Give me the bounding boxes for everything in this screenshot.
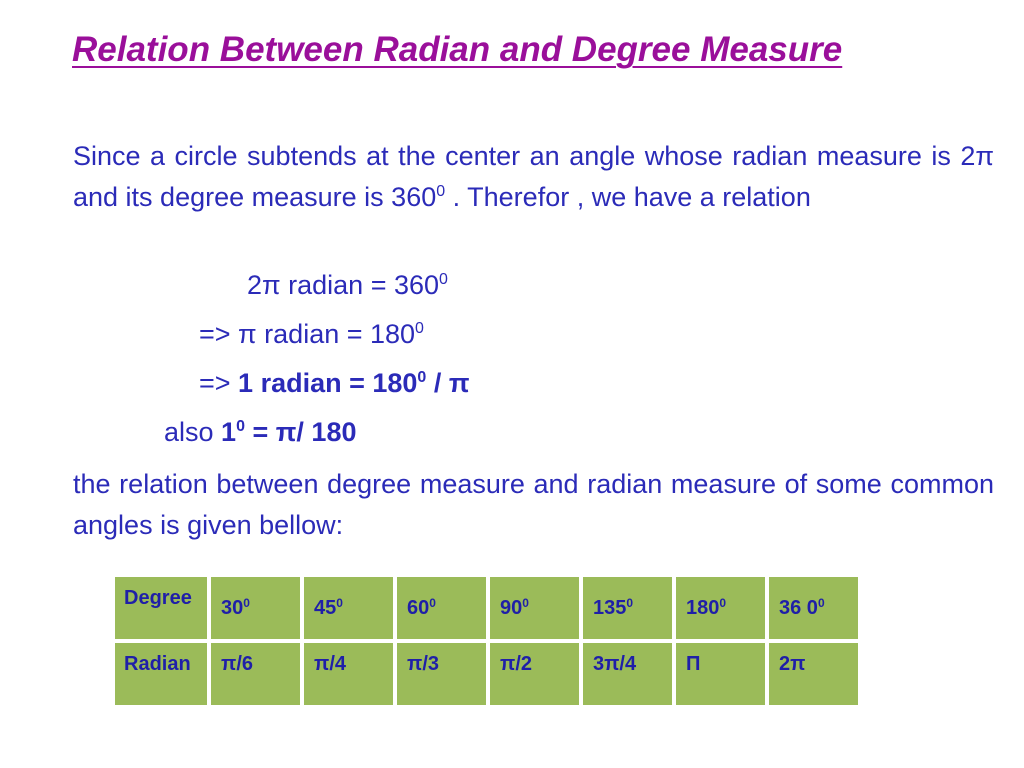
equation-4-superscript: 0 [236,418,245,435]
intro-paragraph [73,136,994,218]
table-cell-degree: $135^0$ [581,575,674,641]
equation-4-bold-end: = π/ 180 [244,417,357,447]
table-header-radian: Radian [113,641,209,707]
table-cell-radian: 3π/4 [581,641,674,707]
equation-4 [164,417,356,448]
table-cell-radian: π/3 [395,641,488,707]
table-cell-radian: 2π [767,641,860,707]
equation-2 [199,319,424,350]
table-cell-radian: π/6 [209,641,302,707]
table-cell-degree: $30^0$ [209,575,302,641]
equation-1-text: 2π radian = 360 [247,270,440,300]
equation-2-superscript: 0 [415,320,424,337]
equation-4-bold: 1 [221,417,237,447]
equation-4-prefix: also [164,417,222,447]
table-cell-degree: $45^0$ [302,575,395,641]
equation-2-text: => π radian = 180 [199,319,416,349]
table-cell-degree: 36 $0^0$ [767,575,860,641]
equation-1-superscript: 0 [439,271,448,288]
equation-1 [247,270,448,301]
equation-3 [199,368,470,399]
table-cell-radian: π/4 [302,641,395,707]
intro-text: Since a circle subtends at the center an angle whose radian measure is 2π and its degree measure is 360 [73,141,994,212]
table-cell-radian: Π [674,641,767,707]
equation-3-bold-end: / π [426,368,470,398]
table-cell-degree: $90^0$ [488,575,581,641]
equation-3-superscript: 0 [417,369,427,386]
table-row-degree [113,575,860,641]
intro-text-continued: . Therefor , we have a relation [445,182,811,212]
conversion-table [113,575,860,707]
outro-paragraph: the relation between degree measure and radian measure of some common angles is given bellow: [73,469,994,540]
table-cell-degree: $180^0$ [674,575,767,641]
table-cell-radian: π/2 [488,641,581,707]
table-header-degree: Degree [113,575,209,641]
page-title: Relation Between Radian and Degree Measure [72,30,843,69]
equation-3-bold: 1 radian = 180 [238,368,418,398]
intro-superscript: 0 [436,183,446,200]
table-row-radian [113,641,860,707]
table-cell-degree: $60^0$ [395,575,488,641]
equation-3-prefix: => [199,368,239,398]
